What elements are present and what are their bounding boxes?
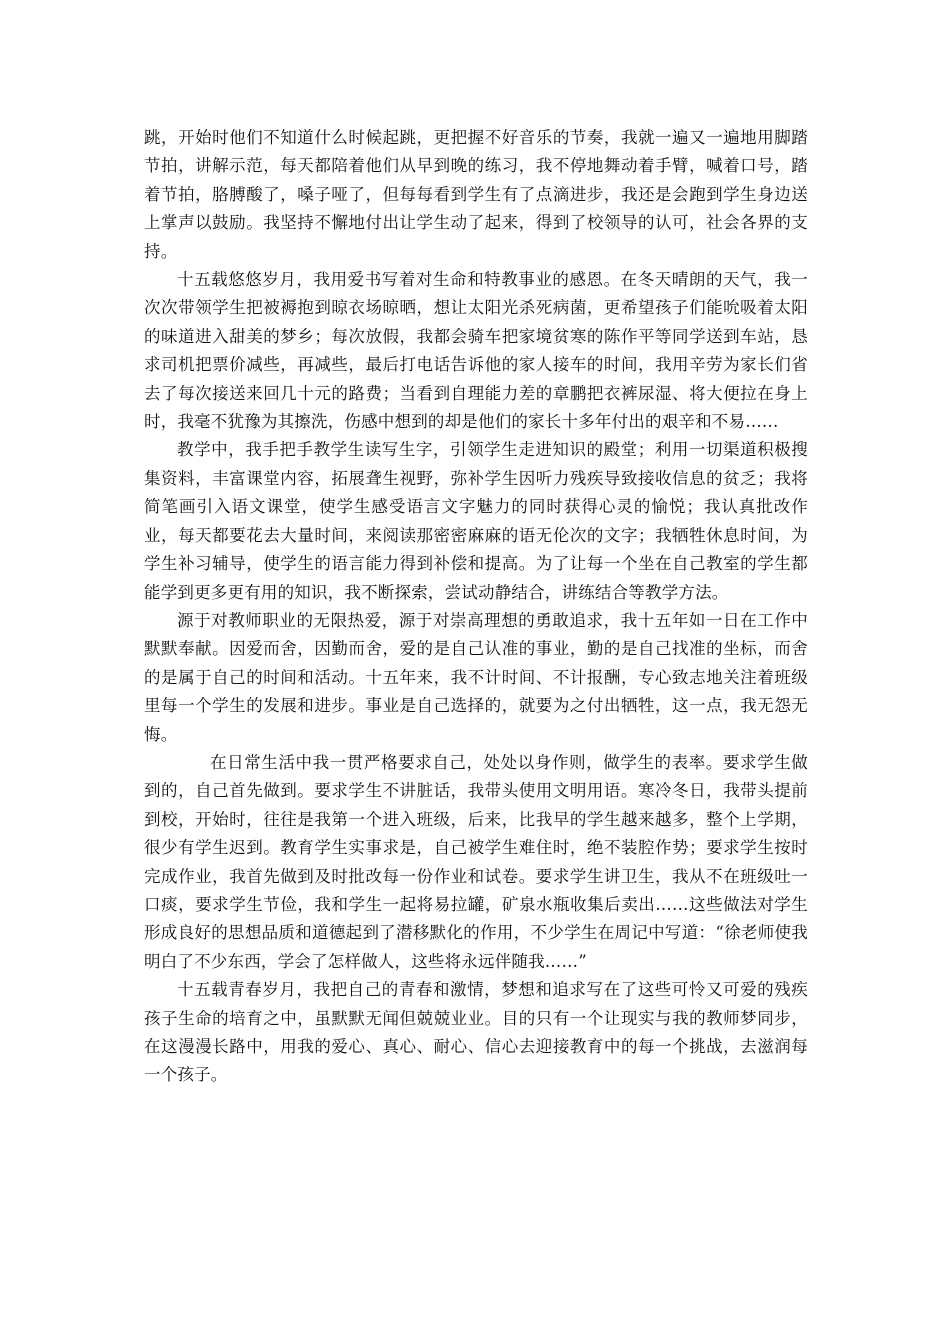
paragraph-4: 源于对教师职业的无限热爱，源于对崇高理想的勇敢追求，我十五年如一日在工作中默默奉献。因爱而舍，因勤而舍，爱的是自己认准的事业，勤的是自己找准的坐标，而舍的是属于自己的时间和活动。十五年来，我不计时间、不计报酬，专心致志地关注着班级里每一个学生的发展和进步。事业是自己选择的，就要为之付出牺牲，这一点，我无怨无悔。 xyxy=(144,610,808,744)
paragraph-5: 在日常生活中我一贯严格要求自己，处处以身作则，做学生的表率。要求学生做到的，自己首先做到。要求学生不讲脏话，我带头使用文明用语。寒冷冬日，我带头提前到校，开始时，往往是我第一个进入班级，后来，比我早的学生越来越多，整个上学期，很少有学生迟到。教育学生实事求是，自己被学生难住时，绝不装腔作势；要求学生按时完成作业，我首先做到及时批改每一份作业和试卷。要求学生讲卫生，我从不在班级吐一口痰，要求学生节俭，我和学生一起将易拉罐，矿泉水瓶收集后卖出……这些做法对学生形成良好的思想品质和道德起到了潜移默化的作用，不少学生在周记中写道：“徐老师使我明白了不少东西，学会了怎样做人，这些将永远伴随我……” xyxy=(144,752,808,971)
paragraph-1: 跳，开始时他们不知道什么时候起跳，更把握不好音乐的节奏，我就一遍又一遍地用脚踏节拍，讲解示范，每天都陪着他们从早到晚的练习，我不停地舞动着手臂，喊着口号，踏着节拍，胳膊酸了，嗓子哑了，但每每看到学生有了点滴进步，我还是会跑到学生身边送上掌声以鼓励。我坚持不懈地付出让学生动了起来，得到了校领导的认可，社会各界的支持。 xyxy=(144,128,808,261)
document-body xyxy=(144,124,808,1090)
paragraph-2: 十五载悠悠岁月，我用爱书写着对生命和特教事业的感恩。在冬天晴朗的天气，我一次次带领学生把被褥抱到晾衣场晾晒，想让太阳光杀死病菌，更希望孩子们能吮吸着太阳的味道进入甜美的梦乡；每次放假，我都会骑车把家境贫寒的陈作平等同学送到车站，恳求司机把票价减些，再减些，最后打电话告诉他的家人接车的时间，我用辛劳为家长们省去了每次接送来回几十元的路费；当看到自理能力差的章鹏把衣裤尿湿、将大便拉在身上时，我毫不犹豫为其擦洗，伤感中想到的却是他们的家长十多年付出的艰辛和不易…… xyxy=(144,270,808,432)
paragraph-3: 教学中，我手把手教学生读写生字，引领学生走进知识的殿堂；利用一切渠道积极搜集资料，丰富课堂内容，拓展聋生视野，弥补学生因听力残疾导致接收信息的贫乏；我将简笔画引入语文课堂，使学生感受语言文字魅力的同时获得心灵的愉悦；我认真批改作业，每天都要花去大量时间，来阅读那密密麻麻的语无伦次的文字；我牺牲休息时间，为学生补习辅导，使学生的语言能力得到补偿和提高。为了让每一个坐在自己教室的学生都能学到更多更有用的知识，我不断探索，尝试动静结合，讲练结合等教学方法。 xyxy=(144,440,808,602)
paragraph-6: 十五载青春岁月，我把自己的青春和激情，梦想和追求写在了这些可怜又可爱的残疾孩子生命的培育之中，虽默默无闻但兢兢业业。目的只有一个让现实与我的教师梦同步，在这漫漫长路中，用我的爱心、真心、耐心、信心去迎接教育中的每一个挑战，去滋润每一个孩子。 xyxy=(144,980,808,1085)
